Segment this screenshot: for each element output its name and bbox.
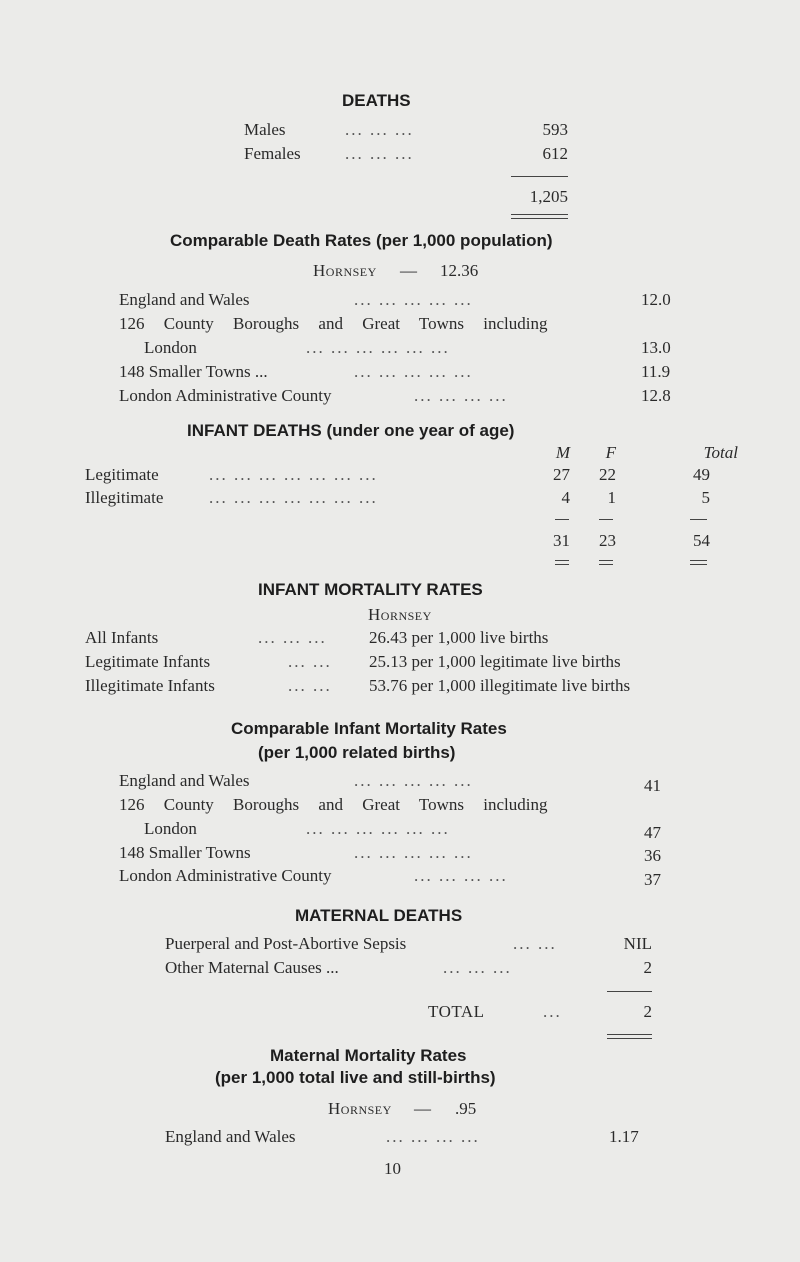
infant-rate-row-value: 37 <box>644 870 661 889</box>
infant-deaths-col-total: Total <box>703 443 738 462</box>
infant-mortality-row-dots: ... ... <box>288 676 332 695</box>
infant-deaths-heading: INFANT DEATHS (under one year of age) <box>187 421 515 440</box>
death-rate-row-value: 13.0 <box>641 338 671 357</box>
deaths-total-double-rule-1 <box>511 214 568 215</box>
infant-deaths-f-rule <box>599 519 613 520</box>
deaths-females-value: 612 <box>542 144 568 163</box>
infant-deaths-row-total: 5 <box>701 488 710 507</box>
maternal-deaths-row-value: 2 <box>643 958 652 977</box>
deaths-females-dots: ... ... ... <box>345 144 414 163</box>
maternal-deaths-heading: MATERNAL DEATHS <box>295 906 463 925</box>
death-rate-row-dots: ... ... ... ... <box>414 386 508 405</box>
comparable-infant-mortality-heading: Comparable Infant Mortality Rates <box>231 719 507 738</box>
maternal-hornsey-label: Hornsey <box>328 1099 392 1118</box>
deaths-males-value: 593 <box>542 120 568 139</box>
infant-deaths-col-f: F <box>605 443 616 462</box>
infant-mortality-row-dots: ... ... ... <box>258 628 327 647</box>
infant-rate-row-label: 148 Smaller Towns <box>119 843 251 862</box>
maternal-deaths-row-dots: ... ... <box>513 934 557 953</box>
death-rate-row-value: 12.0 <box>641 290 671 309</box>
infant-deaths-row-label: Legitimate <box>85 465 159 484</box>
maternal-rate-row-dots: ... ... ... ... <box>386 1127 480 1146</box>
infant-rate-row-dots: ... ... ... ... <box>414 866 508 885</box>
comparable-death-rates-heading: Comparable Death Rates (per 1,000 population) <box>170 231 553 250</box>
infant-deaths-total-rule <box>690 519 707 520</box>
infant-deaths-row-dots: ... ... ... ... ... ... ... <box>209 488 378 507</box>
death-rate-row-label: 126 County Boroughs and Great Towns including <box>119 314 548 333</box>
infant-deaths-m-double-rule <box>555 564 569 565</box>
maternal-deaths-row-label: Other Maternal Causes ... <box>165 958 339 977</box>
infant-mortality-heading: INFANT MORTALITY RATES <box>258 580 483 599</box>
infant-mortality-row-label: Legitimate Infants <box>85 652 211 671</box>
infant-mortality-row-value: 53.76 per 1,000 illegitimate live births <box>369 676 631 695</box>
maternal-deaths-double-rule <box>607 1034 652 1035</box>
infant-rate-row-value: 36 <box>644 846 661 865</box>
deaths-heading: DEATHS <box>342 91 411 110</box>
maternal-deaths-total-dots: ... <box>543 1002 562 1021</box>
infant-rate-row-value: 41 <box>644 776 661 795</box>
death-rate-hornsey-dash: — <box>400 261 417 280</box>
infant-deaths-m-double-rule <box>555 560 569 561</box>
infant-mortality-subheading: Hornsey <box>368 605 432 624</box>
infant-deaths-row-total: 49 <box>693 465 710 484</box>
comparable-infant-mortality-subheading: (per 1,000 related births) <box>258 743 456 762</box>
death-rate-hornsey-label: Hornsey <box>313 261 377 280</box>
infant-mortality-row-value: 26.43 per 1,000 live births <box>369 628 549 647</box>
maternal-mortality-subheading: (per 1,000 total live and still-births) <box>215 1068 496 1087</box>
death-rate-hornsey-value: 12.36 <box>440 261 479 280</box>
maternal-deaths-double-rule <box>607 1038 652 1039</box>
maternal-hornsey-dash: — <box>414 1099 431 1118</box>
infant-deaths-total-double-rule <box>690 564 707 565</box>
infant-rate-row-dots: ... ... ... ... ... <box>354 843 473 862</box>
infant-deaths-col-m: M <box>555 443 570 462</box>
death-rate-row-dots: ... ... ... ... ... <box>354 290 473 309</box>
infant-rate-row-label: England and Wales <box>119 771 250 790</box>
maternal-mortality-heading: Maternal Mortality Rates <box>270 1046 467 1065</box>
infant-mortality-row-label: Illegitimate Infants <box>85 676 215 695</box>
infant-deaths-total-total: 54 <box>693 531 710 550</box>
deaths-females-label: Females <box>244 144 301 163</box>
infant-deaths-m-rule <box>555 519 569 520</box>
deaths-males-label: Males <box>244 120 286 139</box>
infant-rate-row-dots: ... ... ... ... ... <box>354 771 473 790</box>
infant-deaths-row-label: Illegitimate <box>85 488 164 507</box>
infant-deaths-row-m: 27 <box>553 465 570 484</box>
infant-deaths-row-dots: ... ... ... ... ... ... ... <box>209 465 378 484</box>
deaths-males-dots: ... ... ... <box>345 120 414 139</box>
infant-deaths-f-double-rule <box>599 564 613 565</box>
infant-deaths-total-double-rule <box>690 560 707 561</box>
infant-rate-row-label: London Administrative County <box>119 866 332 885</box>
infant-rate-row-dots: ... ... ... ... ... ... <box>306 819 450 838</box>
death-rate-row-label-cont: London <box>144 338 197 357</box>
infant-mortality-row-label: All Infants <box>85 628 159 647</box>
infant-deaths-row-f: 1 <box>607 488 616 507</box>
death-rate-row-label: 148 Smaller Towns ... <box>119 362 268 381</box>
page-number: 10 <box>384 1159 401 1178</box>
death-rate-row-value: 12.8 <box>641 386 671 405</box>
death-rate-row-dots: ... ... ... ... ... ... <box>306 338 450 357</box>
maternal-deaths-row-value: NIL <box>623 934 652 953</box>
maternal-rate-row-label: England and Wales <box>165 1127 296 1146</box>
maternal-hornsey-value: .95 <box>455 1099 477 1118</box>
death-rate-row-dots: ... ... ... ... ... <box>354 362 473 381</box>
infant-deaths-row-f: 22 <box>599 465 616 484</box>
infant-mortality-row-dots: ... ... <box>288 652 332 671</box>
maternal-deaths-total-value: 2 <box>643 1002 652 1021</box>
infant-deaths-row-m: 4 <box>561 488 570 507</box>
maternal-deaths-row-label: Puerperal and Post-Abortive Sepsis <box>165 934 407 953</box>
infant-mortality-row-value: 25.13 per 1,000 legitimate live births <box>369 652 621 671</box>
maternal-deaths-total-label: TOTAL <box>428 1002 485 1021</box>
infant-deaths-f-double-rule <box>599 560 613 561</box>
infant-rate-row-label-cont: London <box>144 819 197 838</box>
deaths-total-double-rule-2 <box>511 218 568 219</box>
death-rate-row-label: London Administrative County <box>119 386 332 405</box>
maternal-deaths-sum-rule <box>607 991 652 992</box>
maternal-rate-row-value: 1.17 <box>609 1127 639 1146</box>
deaths-sum-rule <box>511 176 568 177</box>
deaths-total: 1,205 <box>529 187 568 206</box>
infant-rate-row-value: 47 <box>644 823 661 842</box>
death-rate-row-label: England and Wales <box>119 290 250 309</box>
infant-deaths-total-f: 23 <box>599 531 616 550</box>
death-rate-row-value: 11.9 <box>641 362 671 381</box>
infant-rate-row-label: 126 County Boroughs and Great Towns including <box>119 795 548 814</box>
maternal-deaths-row-dots: ... ... ... <box>443 958 512 977</box>
infant-deaths-total-m: 31 <box>553 531 570 550</box>
